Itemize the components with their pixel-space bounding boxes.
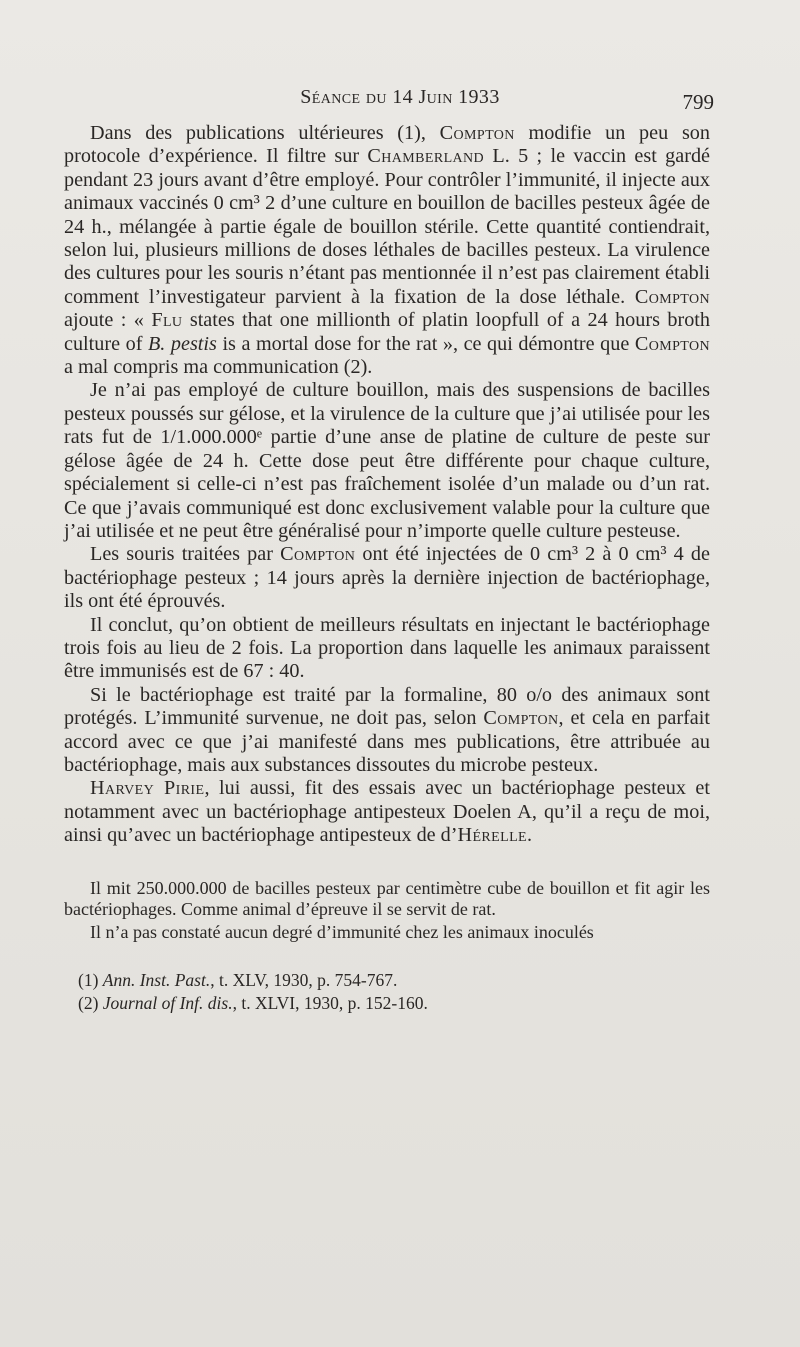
main-text bbox=[64, 122, 710, 1015]
small-caps-name: Compton bbox=[439, 122, 515, 144]
text-run: Il conclut, qu’on obtient de meilleurs résultats en injectant le bactériophage trois fois au lieu de 2 fois. La proportion dans laquelle les animaux paraissent être immunisés est de 67 : 40. bbox=[64, 613, 710, 683]
paragraph bbox=[64, 543, 710, 613]
text-run: . bbox=[526, 824, 533, 847]
small-print-section bbox=[64, 878, 710, 943]
text-run: ont été injectées de 0 cm³ 2 à 0 cm³ 4 de bactériophage pesteux ; 14 jours après la dernière injection de bactériophage, ils ont été éprouvés. bbox=[64, 543, 710, 613]
italic-text: Journal of Inf. dis. bbox=[102, 992, 233, 1013]
footnote bbox=[64, 969, 710, 992]
text-run: Les souris traitées par bbox=[90, 543, 281, 566]
text-run: Dans des publications ultérieures (1), bbox=[90, 122, 440, 144]
text-run: modifie un peu son protocole d’expérience. Il filtre sur bbox=[64, 122, 710, 168]
footnotes bbox=[64, 969, 710, 1015]
footnote bbox=[64, 992, 710, 1015]
text-run: (2) bbox=[78, 992, 103, 1013]
text-run: , et cela en parfait accord avec ce que j’ai manifesté dans mes publications, être attribuée au bactériophage, mais aux substances dissoutes du microbe pesteux. bbox=[64, 707, 710, 776]
text-run: (1) bbox=[78, 969, 103, 990]
text-run: , t. XLV, 1930, p. 754-767. bbox=[210, 969, 398, 990]
small-caps-name: Flu bbox=[151, 309, 183, 332]
small-caps-name: Chamberland bbox=[367, 145, 485, 168]
small-caps-name: Harvey Pirie bbox=[90, 777, 205, 800]
small-caps-name: Compton bbox=[280, 543, 356, 566]
small-paragraph: Il mit 250.000.000 de bacilles pesteux par centimètre cube de bouillon et fit agir les bactériophages. Comme animal d’épreuve il se servit de rat. bbox=[64, 877, 710, 919]
page-number: 799 bbox=[682, 90, 714, 114]
paragraph bbox=[64, 122, 710, 379]
paragraph bbox=[64, 777, 710, 847]
page-header bbox=[0, 82, 800, 112]
running-head: Séance du 14 Juin 1933 bbox=[300, 86, 500, 108]
small-caps-name: Compton bbox=[634, 285, 710, 308]
small-caps-name: Compton bbox=[634, 332, 710, 355]
paragraph bbox=[64, 614, 710, 684]
text-run: states that one millionth of platin loopfull of a 24 hours broth culture of bbox=[64, 309, 710, 355]
paragraph bbox=[64, 379, 710, 543]
body-paragraphs bbox=[64, 122, 710, 848]
italic-text: Ann. Inst. Past. bbox=[102, 969, 211, 990]
paragraph bbox=[64, 684, 710, 778]
text-run: L. 5 ; le vaccin est gardé pendant 23 jours avant d’être employé. Pour contrôler l’immunité, il injecte aux animaux vaccinés 0 cm³ 2 d’une culture en bouillon de bacilles pesteux âgée de 24 h., mélangée à partie égale de bouillon stérile. Cette quantité contiendrait, selon lui, plusieurs millions de doses léthales de bacilles pesteux. La virulence des cultures pour les souris n’étant pas mentionnée il n’est pas clairement établi comment l’investigateur parvient à la fixation de la dose léthale. bbox=[64, 145, 710, 308]
text-run: , lui aussi, fit des essais avec un bactériophage pesteux et notamment avec un bactériophage antipesteux Doelen A, qu’il a reçu de moi, ainsi qu’avec un bactériophage antipesteux de d’ bbox=[64, 777, 711, 847]
italic-text: B. pestis bbox=[147, 332, 217, 355]
small-paragraph: Il n’a pas constaté aucun degré d’immunité chez les animaux inoculés bbox=[90, 921, 594, 942]
small-caps-name: Compton bbox=[483, 707, 559, 730]
small-caps-name: Hérelle bbox=[457, 824, 527, 847]
text-run: Si le bactériophage est traité par la formaline, 80 o/o des animaux sont protégés. L’immunité survenue, ne doit pas, selon bbox=[64, 683, 710, 730]
text-run: Je n’ai pas employé de culture bouillon, mais des suspensions de bacilles pesteux poussés sur gélose, et la virulence de la culture que j’ai utilisée pour les rats fut de 1/1.000.000ᵉ partie d’une anse de platine de culture de peste sur gélose âgée de 24 h. Cette dose peut être différente pour chaque culture, spécialement si celle-ci n’est pas fraîchement isolée d’un malade ou d’un rat. Ce que j’avais communiqué est donc exclusivement valable pour la culture que j’ai utilisée et ne peut être généralisé pour n’importe quelle culture pesteuse. bbox=[64, 379, 710, 542]
text-run: ajoute : « bbox=[64, 309, 152, 332]
text-run: , t. XLVI, 1930, p. 152-160. bbox=[232, 992, 428, 1013]
text-run: a mal compris ma communication (2). bbox=[64, 356, 373, 379]
text-run: is a mortal dose for the rat », ce qui démontre que bbox=[216, 332, 635, 355]
